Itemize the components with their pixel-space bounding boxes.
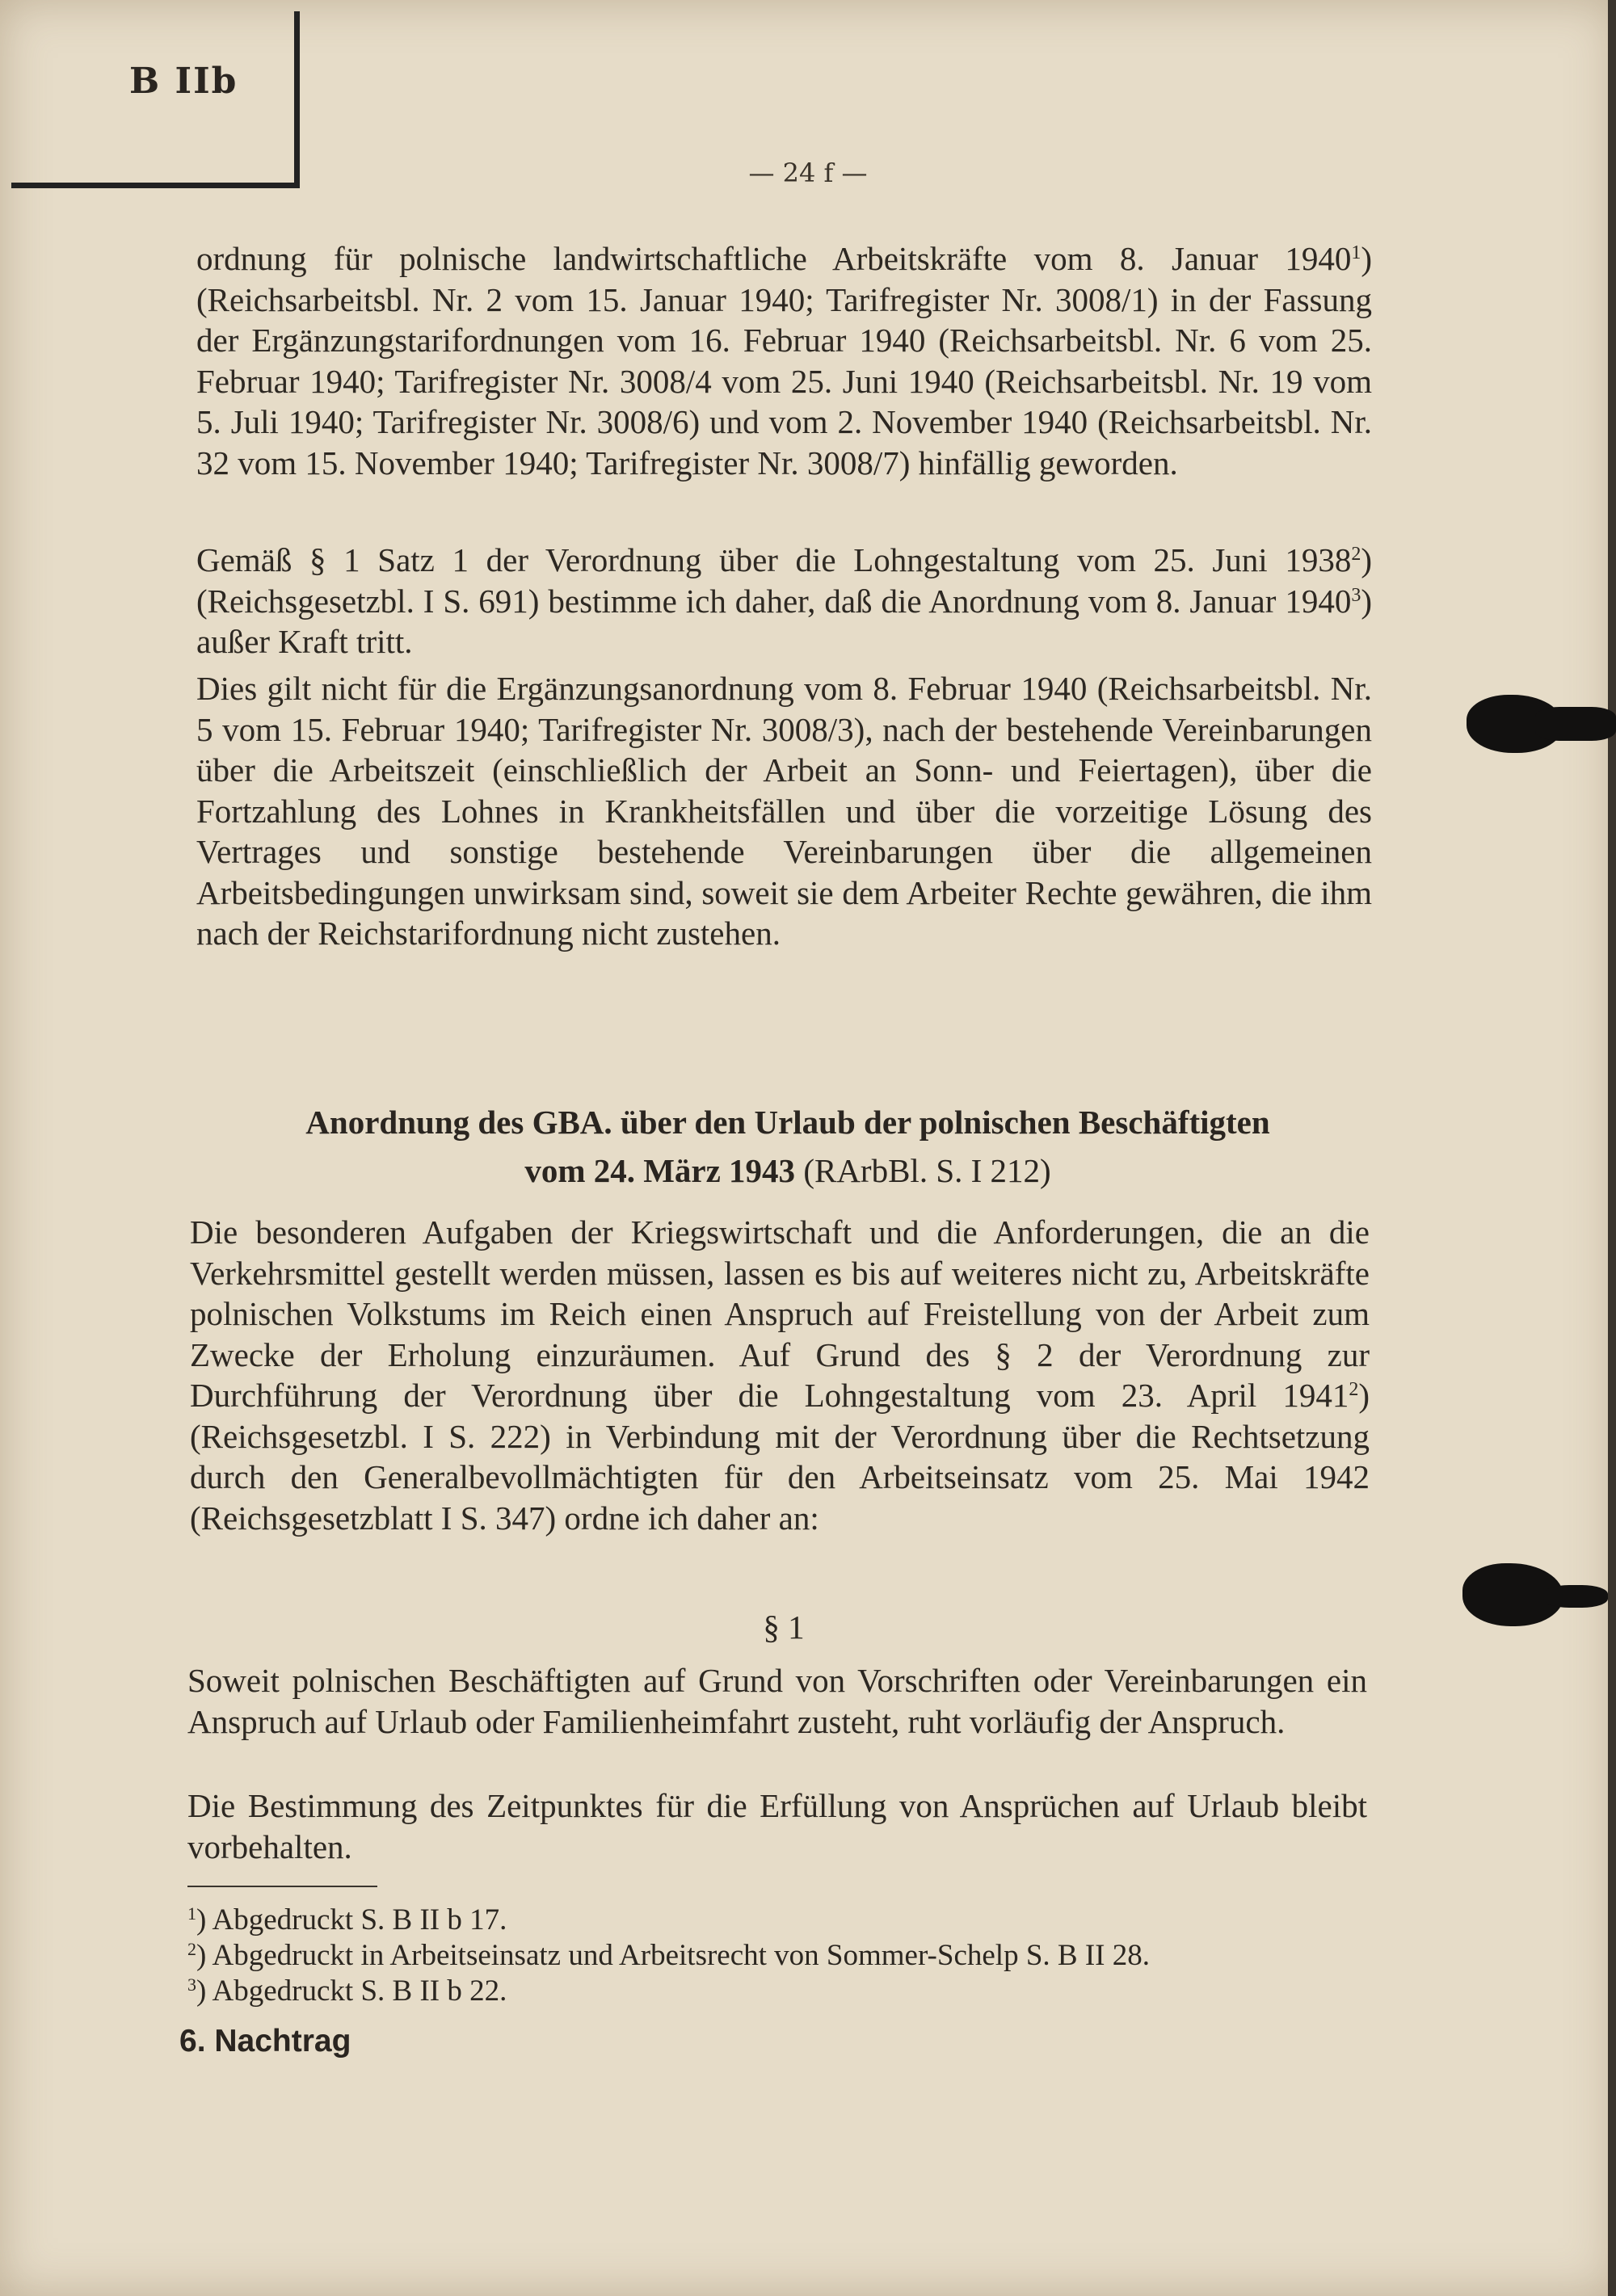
page-number: — 24 f — [748,158,868,188]
footnote-text: ) Abgedruckt S. B II b 17. [196,1903,507,1936]
paragraph-soweit: Soweit polnischen Beschäftigten auf Grund von Vorschriften oder Vereinbarungen ein Anspruch auf Urlaub oder Familienheimfahrt zusteht, ruht vorläufig der Anspruch. [187,1662,1367,1740]
text-run: ) außer Kraft tritt. [196,582,1372,660]
footnote-mark: 3 [187,1974,196,1995]
text-run: ) (Reichsarbeitsbl. Nr. 2 vom 15. Januar 1940; Tarifregister Nr. 3008/1) in der Fassung der Ergänzungstarifordnungen vom 16. Februar 1940 (Reichsarbeitsbl. Nr. 6 vom 25. Februar 1940; Tarifregister Nr. 3008/4 vom 25. Juni 1940 (Reichsarbeitsbl. Nr. 19 vom 5. Juli 1940; Tarifregister Nr. 3008/6) und vom 2. November 1940 (Reichsarbeitsbl. Nr. 32 vom 15. November 1940; Tarifregister Nr. 3008/7) hinfällig geworden. [196,240,1372,481]
footnote-mark: 1 [187,1903,196,1924]
footnote-divider [187,1886,377,1887]
heading-source: (RArbBl. S. I 212) [795,1152,1051,1189]
text-run: ordnung für polnische landwirtschaftliche Arbeitskräfte vom 8. Januar 1940 [196,240,1352,277]
footnote-text: ) Abgedruckt in Arbeitseinsatz und Arbeitsrecht von Sommer-Schelp S. B II 28. [196,1939,1150,1972]
paragraph-sign: § 1 [763,1608,805,1646]
footnote [187,1974,1367,2009]
footnote [187,1938,1367,1974]
punch-hole-icon [1535,707,1616,741]
paragraph-continuation [196,238,1372,483]
paragraph-bestimmung: Die Bestimmung des Zeitpunktes für die Erfüllung von Ansprüchen auf Urlaub bleibt vorbehalten. [187,1787,1367,1865]
footnote-text: ) Abgedruckt S. B II b 22. [196,1974,507,2008]
paragraph-preamble [190,1212,1370,1538]
footnote-ref: 1 [1351,242,1361,263]
footnote-ref: 3 [1351,584,1361,606]
footnote-ref: 2 [1349,1379,1359,1400]
punch-hole-icon [1543,1585,1608,1608]
supplement-label: 6. Nachtrag [179,2024,351,2058]
section-heading: Anordnung des GBA. über den Urlaub der polnischen Beschäftigten [305,1104,1270,1141]
text-run: ) (Reichsgesetzbl. I S. 222) in Verbindung mit der Verordnung über die Rechtsetzung durch den Generalbevollmächtigten für den Arbeitseinsatz vom 25. Mai 1942 (Reichsgesetzblatt I S. 347) ordne ich daher an: [190,1377,1370,1537]
section-stamp-label: B IIb [129,61,238,102]
footnote-ref: 2 [1351,544,1361,565]
footnote-mark: 2 [187,1939,196,1959]
footnotes [187,1903,1367,2009]
footnote [187,1903,1367,1938]
paragraph-gemaess [196,540,1372,662]
text-run: Die besonderen Aufgaben der Kriegswirtschaft und die Anforderungen, die an die Verkehrsmittel gestellt werden müssen, lassen es bis auf weiteres nicht zu, Arbeitskräfte polnischen Volkstums im Reich einen Anspruch auf Freistellung von der Arbeit zum Zwecke der Erholung einzuräumen. Auf Grund des § 2 der Verordnung zur Durchführung der Verordnung über die Lohngestaltung vom 23. April 1941 [190,1213,1370,1414]
heading-date: vom 24. März 1943 [524,1152,796,1189]
text-run: ) (Reichsgesetzbl. I S. 691) bestimme ich daher, daß die Anordnung vom 8. Januar 1940 [196,541,1372,620]
section-subheading [210,1151,1366,1190]
paragraph-dies-gilt: Dies gilt nicht für die Ergänzungsanordnung vom 8. Februar 1940 (Reichsarbeitsbl. Nr. 5 vom 15. Februar 1940; Tarifregister Nr. 3008/3), nach der bestehende Vereinbarungen über die Arbeitszeit (einschließlich der Arbeit an Sonn- und Feiertagen), über die Fortzahlung des Lohnes in Krankheitsfällen und über die vorzeitige Lösung des Vertrages und sonstige bestehende Vereinbarungen über die allgemeinen Arbeitsbedingungen unwirksam sind, soweit sie dem Arbeiter Rechte gewähren, die ihm nach der Reichstarifordnung nicht zustehen. [196,670,1372,952]
text-run: Gemäß § 1 Satz 1 der Verordnung über die Lohngestaltung vom 25. Juni 1938 [196,541,1352,578]
page-edge [1608,0,1616,2296]
